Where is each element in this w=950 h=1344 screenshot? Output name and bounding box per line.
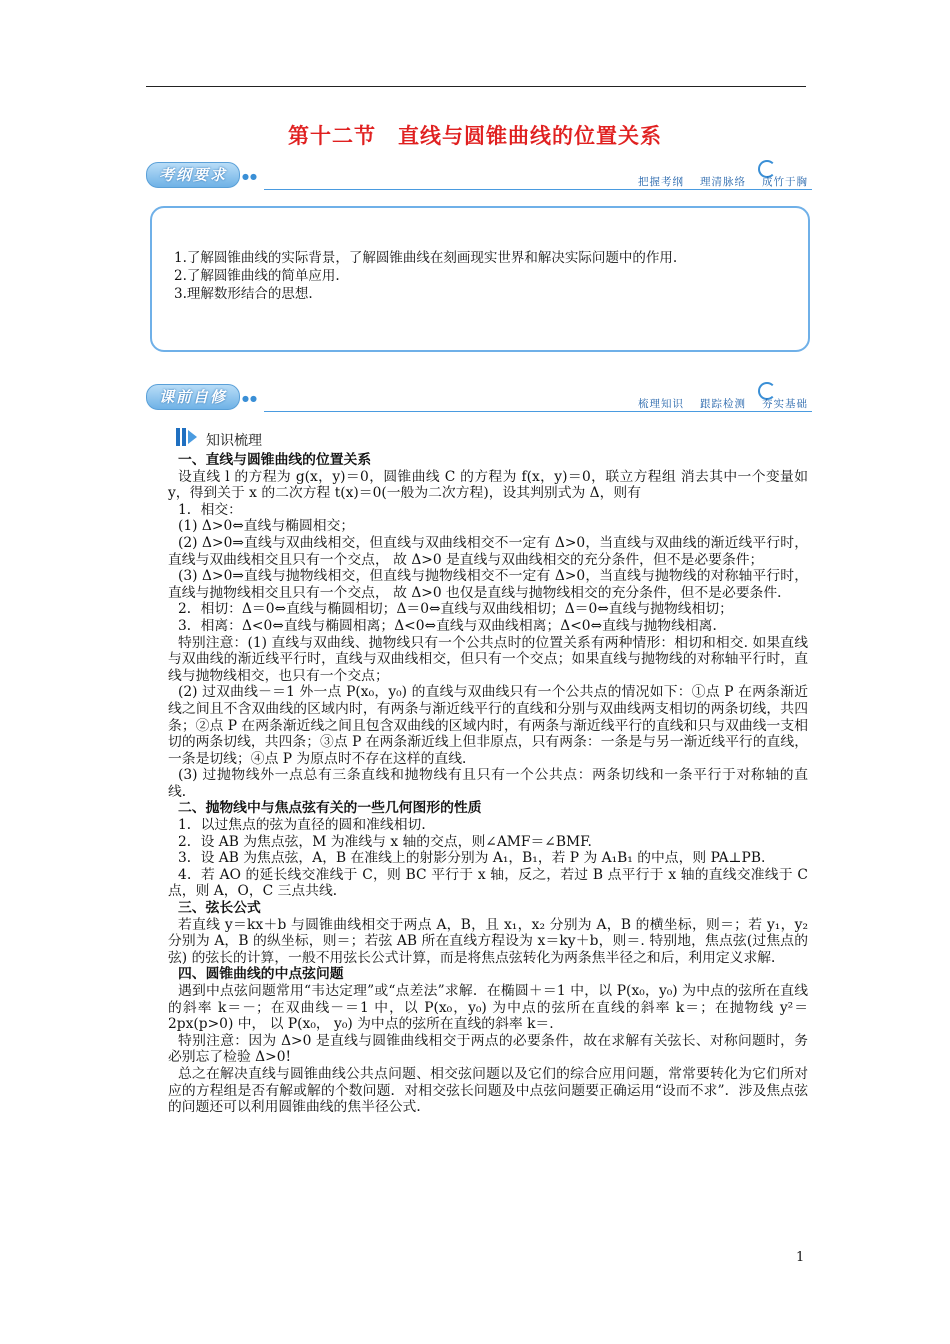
- page-number: 1: [796, 1250, 805, 1265]
- paragraph: 特别注意：因为 Δ>0 是直线与圆锥曲线相交于两点的必要条件，故在求解有关弦长、对称问题时，务必别忘了检验 Δ>0!: [168, 1032, 808, 1066]
- paragraph: (3) Δ>0⇒直线与抛物线相交，但直线与抛物线相交不一定有 Δ>0，当直线与抛物线的对称轴平行时，直线与抛物线相交且只有一个交点， 故 Δ>0 也仅是直线与抛物线相交的充分条件，但不是必要条件．: [168, 568, 808, 601]
- page-title: [0, 120, 950, 150]
- banner-tag: 理清脉络: [700, 176, 746, 188]
- banner-pre-study: [144, 382, 812, 416]
- banner-tags: [622, 396, 808, 411]
- banner-badge: 课前自修: [146, 384, 240, 410]
- requirements-box: [150, 206, 810, 352]
- section-heading: 二、抛物线中与焦点弦有关的一些几何图形的性质: [178, 800, 482, 817]
- content-body: [168, 452, 808, 1116]
- banner-badge: 考纲要求: [146, 162, 240, 188]
- paragraph: 1．以过焦点的弦为直径的圆和准线相切．: [178, 817, 436, 834]
- banner-line: [264, 411, 812, 412]
- paragraph: 特别注意：(1) 直线与双曲线、抛物线只有一个公共点时的位置关系有两种情形：相切和相交. 如果直线与双曲线的渐近线平行时，直线与双曲线相交，但只有一个交点；如果直线与抛物线的对称轴平行时，直线与抛物线相交，也只有一个交点；: [168, 634, 808, 684]
- banner-tag: 跟踪检测: [700, 398, 746, 410]
- requirement-item: 2.了解圆锥曲线的简单应用.: [174, 268, 340, 284]
- section-heading: 一、直线与圆锥曲线的位置关系: [178, 452, 372, 468]
- paragraph: 1．相交：: [178, 501, 242, 518]
- banner-exam-requirements: [144, 160, 812, 194]
- paragraph: 3．设 AB 为焦点弦，A，B 在准线上的射影分别为 A₁，B₁，若 P 为 A₁B₁ 的中点，则 PA⊥PB.: [178, 850, 766, 867]
- paragraph: 4．若 AO 的延长线交准线于 C，则 BC 平行于 x 轴，反之，若过 B 点平行于 x 轴的直线交准线于 C 点，则 A，O，C 三点共线．: [168, 866, 808, 900]
- header-rule: [146, 86, 806, 87]
- banner-tag: 把握考纲: [638, 176, 684, 188]
- title-section-number: 第十二节: [288, 124, 376, 148]
- title-text: 直线与圆锥曲线的位置关系: [398, 124, 662, 148]
- dots-icon: ●●: [242, 394, 258, 403]
- paragraph: 设直线 l 的方程为 g(x，y)＝0，圆锥曲线 C 的方程为 f(x，y)＝0，联立方程组 消去其中一个变量如 y，得到关于 x 的二次方程 t(x)＝0(一般为二次方程)，设其判别式为 Δ，则有: [168, 468, 808, 502]
- section-marker-icon: [176, 428, 204, 446]
- section-heading: 三、弦长公式: [178, 900, 261, 917]
- paragraph: (2) Δ>0⇒直线与双曲线相交，但直线与双曲线相交不一定有 Δ>0，当直线与双曲线的渐近线平行时，直线与双曲线相交且只有一个交点， 故 Δ>0 是直线与双曲线相交的充分条件，但不是必要条件；: [168, 534, 808, 568]
- banner-tag: 成竹于胸: [762, 176, 808, 188]
- paragraph: (1) Δ>0⇔直线与椭圆相交；: [178, 518, 355, 535]
- paragraph: 2．设 AB 为焦点弦，M 为准线与 x 轴的交点，则∠AMF＝∠BMF.: [178, 833, 592, 850]
- requirement-item: 1.了解圆锥曲线的实际背景，了解圆锥曲线在刻画现实世界和解决实际问题中的作用.: [174, 250, 678, 266]
- paragraph: 2．相切：Δ＝0⇔直线与椭圆相切；Δ＝0⇔直线与双曲线相切；Δ＝0⇔直线与抛物线相切；: [178, 601, 733, 618]
- section-heading: 四、圆锥曲线的中点弦问题: [178, 966, 344, 983]
- banner-line: [264, 189, 812, 190]
- paragraph: 遇到中点弦问题常用“韦达定理”或“点差法”求解．在椭圆＋＝1 中，以 P(x₀，y₀) 为中点的弦所在直线的斜率 k＝－；在双曲线－＝1 中，以 P(x₀，y₀) 为中点的弦所在直线的斜率 k＝；在抛物线 y²＝2px(p>0) 中， 以 P(x₀， y₀) 为中点的弦所在直线的斜率 k＝.: [168, 983, 808, 1033]
- paragraph: 3．相离：Δ<0⇔直线与椭圆相离；Δ<0⇔直线与双曲线相离；Δ<0⇔直线与抛物线相离．: [178, 617, 727, 634]
- requirement-item: 3.理解数形结合的思想.: [174, 286, 313, 302]
- paragraph: 总之在解决直线与圆锥曲线公共点问题、相交弦问题以及它们的综合应用问题，常常要转化为它们所对应的方程组是否有解或解的个数问题．对相交弦长问题及中点弦问题要正确运用“设而不求”．涉及焦点弦的问题还可以利用圆锥曲线的焦半径公式．: [168, 1065, 808, 1116]
- banner-tag: 夯实基础: [762, 398, 808, 410]
- paragraph: (2) 过双曲线－＝1 外一点 P(x₀，y₀) 的直线与双曲线只有一个公共点的情况如下：①点 P 在两条渐近线之间且不含双曲线的区域内时，有两条与渐近线平行的直线和分别与双曲线两支相切的两条切线，共四条；②点 P 在两条渐近线之间且包含双曲线的区域内时，有两条与渐近线平行的直线和只与双曲线一支相切的两条切线，共四条；③点 P 在两条渐近线上但非原点，只有两条：一条是与另一渐近线平行的直线，一条是切线；④点 P 为原点时不存在这样的直线．: [168, 684, 808, 767]
- paragraph: (3) 过抛物线外一点总有三条直线和抛物线有且只有一个公共点：两条切线和一条平行于对称轴的直线．: [168, 767, 808, 800]
- banner-tags: [622, 174, 808, 189]
- paragraph: 若直线 y＝kx＋b 与圆锥曲线相交于两点 A，B，且 x₁，x₂ 分别为 A，B 的横坐标，则＝；若 y₁，y₂ 分别为 A，B 的纵坐标，则＝；若弦 AB 所在直线方程设为 x＝ky＋b，则＝. 特别地，焦点弦(过焦点的弦) 的弦长的计算，一般不用弦长公式计算，而是将焦点弦转化为两条焦半径之和后，利用定义求解．: [168, 916, 808, 966]
- banner-tag: 梳理知识: [638, 398, 684, 410]
- dots-icon: ●●: [242, 172, 258, 181]
- section-label: 知识梳理: [206, 433, 262, 449]
